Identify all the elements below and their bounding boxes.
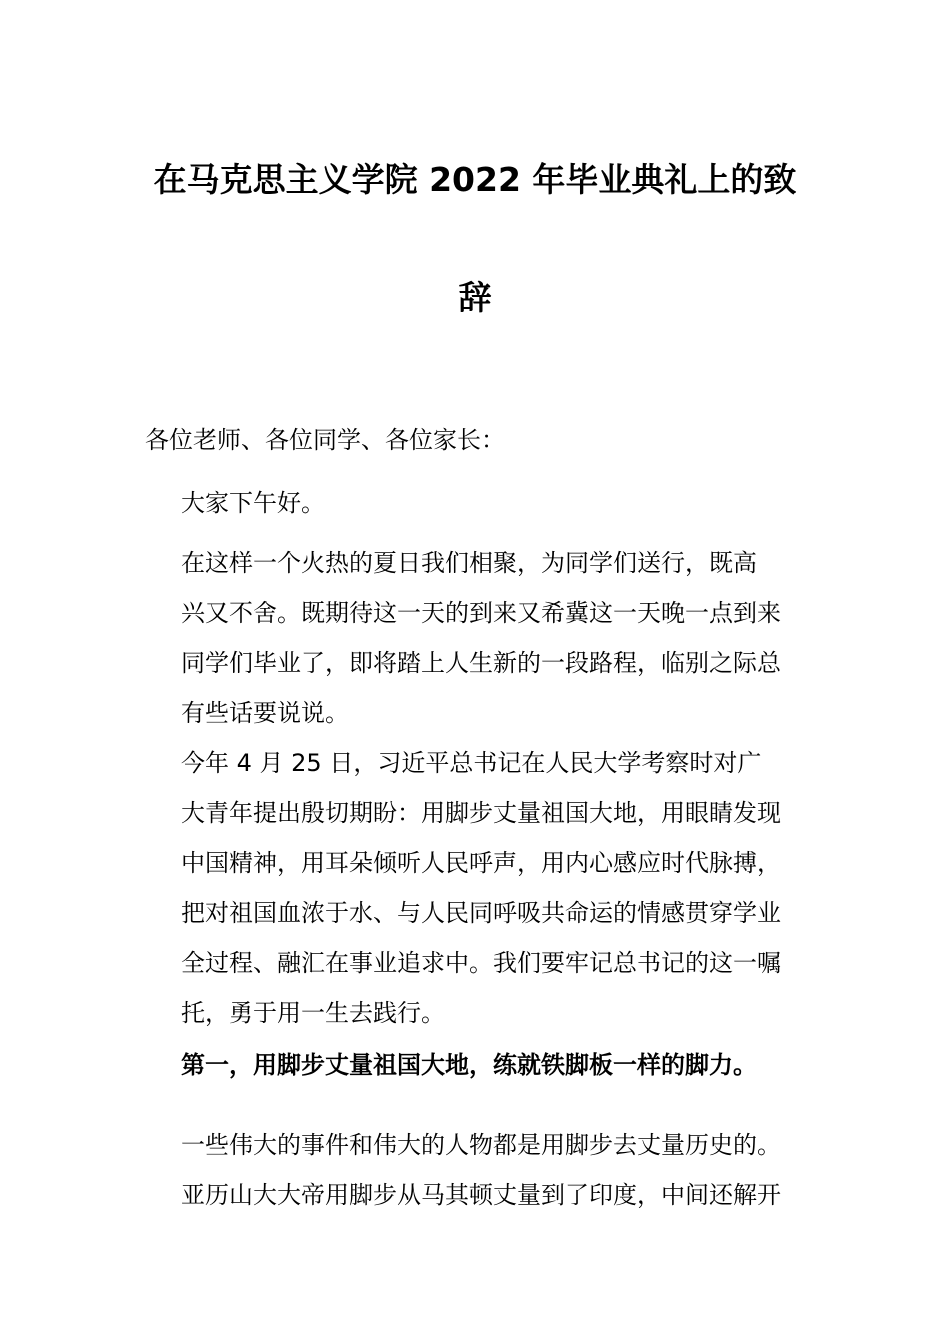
paragraph-line: 把对祖国血浓于水、与人民同呼吸共命运的情感贯穿学业 (181, 899, 781, 927)
paragraph-2 (145, 738, 810, 1038)
paragraph-line: 一些伟大的事件和伟大的人物都是用脚步去丈量历史的。 (181, 1131, 781, 1159)
paragraph-line: 有些话要说说。 (181, 699, 349, 727)
paragraph-line: 大青年提出殷切期盼：用脚步丈量祖国大地，用眼睛发现 (181, 799, 781, 827)
paragraph-line: 兴又不舍。既期待这一天的到来又希冀这一天晚一点到来 (181, 599, 781, 627)
paragraph-1 (145, 538, 810, 738)
section-heading-1: 第一，用脚步丈量祖国大地，练就铁脚板一样的脚力。 (181, 1051, 757, 1079)
paragraph-line: 全过程、融汇在事业追求中。我们要牢记总书记的这一嘱 (181, 949, 781, 977)
document-title-line-2: 辞 (458, 278, 492, 317)
paragraph-3 (145, 1120, 810, 1220)
paragraph-line: 在这样一个火热的夏日我们相聚，为同学们送行，既高 (181, 549, 757, 577)
document-title-line-1: 在马克思主义学院 2022 年毕业典礼上的致 (153, 160, 797, 199)
paragraph-line: 亚历山大大帝用脚步从马其顿丈量到了印度，中间还解开 (181, 1181, 781, 1209)
paragraph-line: 今年 4 月 25 日，习近平总书记在人民大学考察时对广 (181, 749, 762, 777)
greeting-paragraph: 大家下午好。 (181, 489, 325, 517)
paragraph-line: 同学们毕业了，即将踏上人生新的一段路程，临别之际总 (181, 649, 781, 677)
paragraph-line: 中国精神，用耳朵倾听人民呼声，用内心感应时代脉搏， (181, 849, 781, 877)
salutation: 各位老师、各位同学、各位家长： (145, 426, 505, 454)
paragraph-line: 托，勇于用一生去践行。 (181, 999, 445, 1027)
